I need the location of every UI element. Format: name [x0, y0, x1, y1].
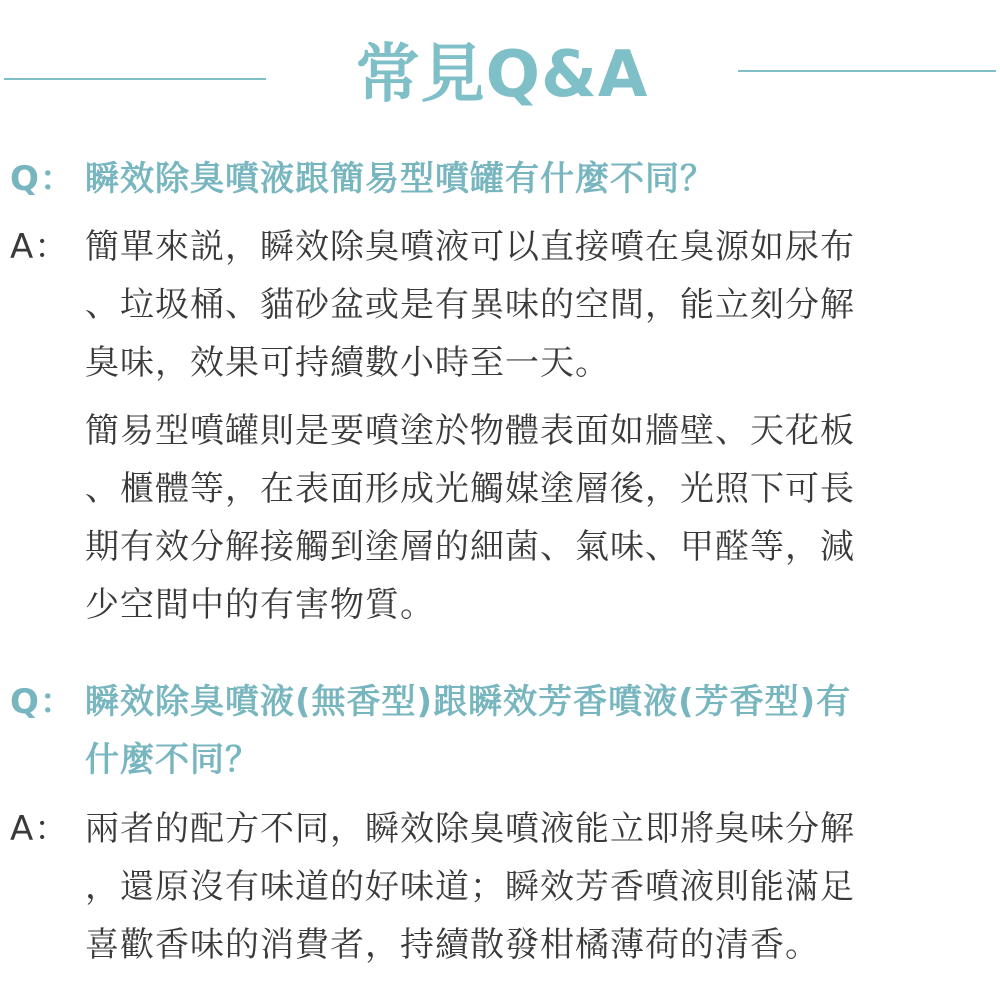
answer-line: 兩者的配方不同，瞬效除臭噴液能立即將臭味分解: [85, 809, 855, 849]
answer-marker: A：: [10, 227, 70, 267]
question-2: [10, 673, 990, 789]
answer-text: [85, 218, 990, 392]
answer-line: 少空間中的有害物質。: [85, 585, 435, 625]
answer-1-paragraph-2: [10, 402, 990, 634]
answer-text: [85, 402, 990, 634]
answer-line: 喜歡香味的消費者，持續散發柑橘薄荷的清香。: [85, 925, 820, 965]
header-rule-left: [4, 78, 266, 80]
answer-line: 、垃圾桶、貓砂盆或是有異味的空間，能立刻分解: [85, 285, 855, 325]
answer-line: 臭味，效果可持續數小時至一天。: [85, 343, 610, 383]
answer-line: ，還原沒有味道的好味道；瞬效芳香噴液則能滿足: [85, 867, 855, 907]
page-title: 常見Q&A: [355, 38, 649, 112]
question-1: [10, 150, 990, 208]
question-marker: Q：: [10, 159, 75, 199]
answer-line: 、櫃體等，在表面形成光觸媒塗層後，光照下可長: [85, 469, 855, 509]
header: [0, 30, 1000, 120]
answer-line: 期有效分解接觸到塗層的細菌、氣味、甲醛等，減: [85, 527, 855, 567]
answer-2: [10, 800, 990, 974]
answer-marker: A：: [10, 809, 70, 849]
question-marker: Q：: [10, 682, 75, 722]
answer-1: [10, 218, 990, 392]
question-text: [85, 673, 990, 789]
question-text: 瞬效除臭噴液跟簡易型噴罐有什麼不同？: [85, 159, 715, 199]
question-line: 什麼不同？: [85, 740, 260, 780]
answer-line: 簡單來説，瞬效除臭噴液可以直接噴在臭源如尿布: [85, 227, 855, 267]
header-rule-right: [738, 70, 996, 72]
answer-text: [85, 800, 990, 974]
question-line: 瞬效除臭噴液(無香型)跟瞬效芳香噴液(芳香型)有: [85, 682, 852, 722]
answer-line: 簡易型噴罐則是要噴塗於物體表面如牆壁、天花板: [85, 411, 855, 451]
